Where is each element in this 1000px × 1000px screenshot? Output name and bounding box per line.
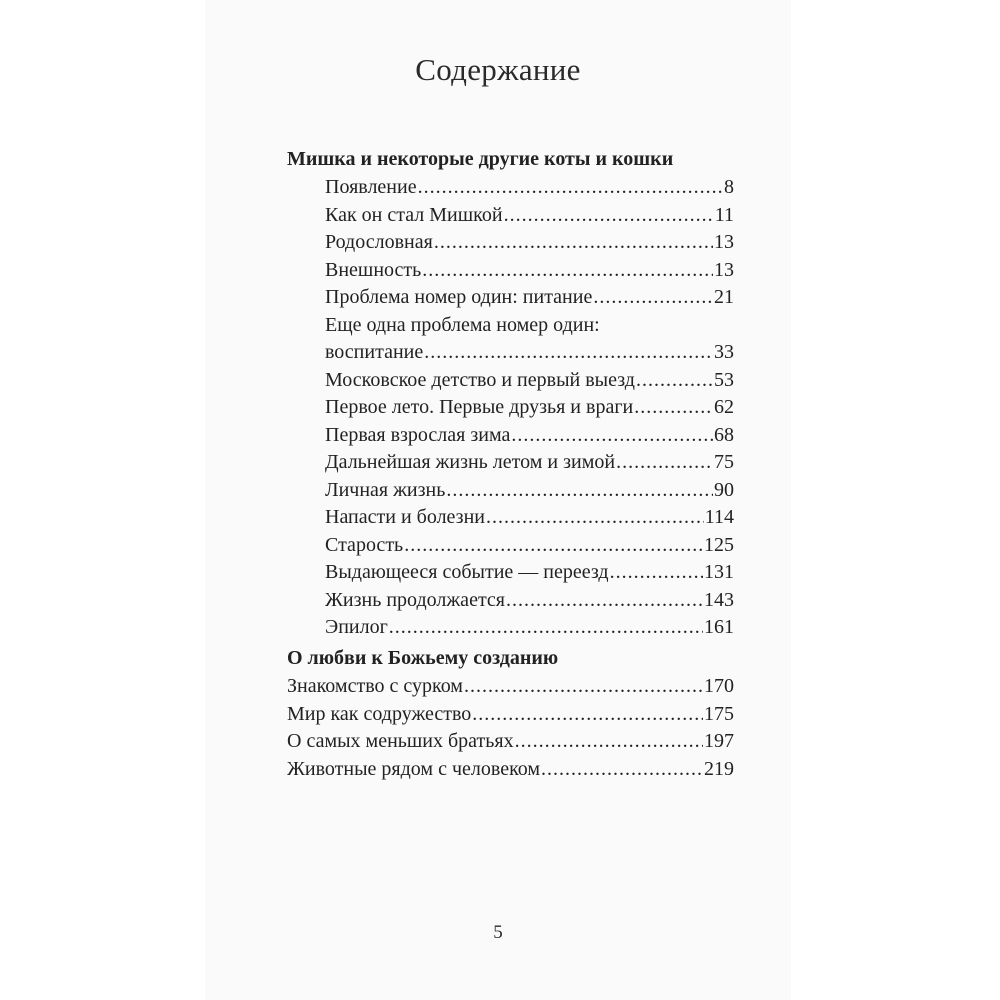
toc-entry-label: Выдающееся событие — переезд <box>325 561 609 583</box>
toc-entry-label: Родословная <box>325 231 433 253</box>
toc-entry <box>287 367 734 395</box>
toc-entries <box>287 174 734 642</box>
dot-leader <box>446 477 713 505</box>
toc-entry <box>287 257 734 285</box>
toc-entry <box>287 587 734 615</box>
toc-entry-page: 114 <box>704 506 734 528</box>
toc-entry-page: 143 <box>704 588 734 611</box>
toc-entry-page: 131 <box>704 561 734 583</box>
toc-entry <box>287 477 734 505</box>
toc-entry-label: Внешность <box>325 258 422 281</box>
toc-entry-page: 197 <box>704 730 734 752</box>
toc-entry-page: 161 <box>704 616 734 638</box>
toc-entry-multiline <box>287 312 734 367</box>
toc-entry-label: Личная жизнь <box>325 478 446 501</box>
toc-entry-label: Как он стал Мишкой <box>325 203 503 226</box>
toc-entry-label: Старость <box>325 533 404 556</box>
dot-leader <box>486 504 704 532</box>
dot-leader <box>616 449 713 477</box>
toc-entry-page: 62 <box>714 396 734 418</box>
dot-leader <box>422 257 713 285</box>
toc-entry-label: Первая взрослая зима <box>325 423 511 446</box>
toc-entry-label: воспитание <box>325 341 424 363</box>
toc-entry-page: 170 <box>704 675 734 697</box>
toc-entry-page: 13 <box>714 231 734 253</box>
toc-entry-page: 219 <box>704 757 734 780</box>
toc-entry <box>287 701 734 729</box>
toc-entry-label: Появление <box>325 176 417 198</box>
dot-leader <box>610 559 703 587</box>
toc-entry-page: 75 <box>714 451 734 473</box>
toc-entry-label: Мир как содружество <box>287 702 472 725</box>
toc-entry <box>287 394 734 422</box>
dot-leader <box>506 587 703 615</box>
section-heading: О любви к Божьему созданию <box>287 647 559 669</box>
toc-entry <box>287 559 734 587</box>
toc-entry-label: Первое лето. Первые друзья и враги <box>325 396 634 418</box>
dot-leader <box>634 394 713 422</box>
toc-section-2 <box>287 644 734 783</box>
toc-entry <box>287 284 734 312</box>
toc-entry-page: 90 <box>714 478 734 501</box>
toc-entry-page: 33 <box>714 341 734 363</box>
toc-entry <box>287 422 734 450</box>
dot-leader <box>424 339 713 367</box>
toc-entry-page: 53 <box>714 368 734 391</box>
dot-leader <box>593 284 713 312</box>
toc-entry-label: Дальнейшая жизнь летом и зимой <box>325 451 616 473</box>
dot-leader <box>636 367 713 395</box>
toc-entry-page: 21 <box>714 286 734 308</box>
toc-entry <box>287 673 734 701</box>
toc-section-1 <box>287 145 734 642</box>
dot-leader <box>434 229 713 257</box>
page-number: 5 <box>493 922 503 943</box>
toc-entry-label: Московское детство и первый выезд <box>325 368 635 391</box>
toc-entry <box>287 202 734 230</box>
toc-entry <box>287 504 734 532</box>
toc-entry-page: 13 <box>714 258 734 281</box>
toc-entries <box>287 673 734 783</box>
toc-entry <box>287 614 734 642</box>
toc-entry-label: Напасти и болезни <box>325 506 485 528</box>
dot-leader <box>504 202 714 230</box>
toc-entry <box>287 756 734 784</box>
toc-entry <box>287 728 734 756</box>
dot-leader <box>404 532 703 560</box>
toc-entry-label-line1: Еще одна проблема номер один: <box>325 313 600 336</box>
toc-entry-page: 175 <box>704 702 734 725</box>
dot-leader <box>464 673 703 701</box>
dot-leader <box>389 614 703 642</box>
page-title: Содержание <box>415 52 581 87</box>
dot-leader <box>515 728 703 756</box>
book-page <box>205 0 791 1000</box>
toc-entry <box>287 449 734 477</box>
dot-leader <box>418 174 723 202</box>
toc-entry-label: Проблема номер один: питание <box>325 286 593 308</box>
dot-leader <box>541 756 703 784</box>
dot-leader <box>511 422 713 450</box>
toc-entry-page: 8 <box>724 176 734 198</box>
section-heading: Мишка и некоторые другие коты и кошки <box>287 148 674 170</box>
toc-entry <box>287 339 734 367</box>
toc-entry <box>287 229 734 257</box>
dot-leader <box>472 701 703 729</box>
toc-entry-page: 68 <box>714 423 734 446</box>
toc-entry-label: Знакомство с сурком <box>287 675 463 697</box>
toc-entry-page: 125 <box>704 533 734 556</box>
toc-entry-label: О самых меньших братьях <box>287 730 514 752</box>
toc-entry-label: Жизнь продолжается <box>325 588 505 611</box>
toc-entry-label: Эпилог <box>325 616 388 638</box>
toc-entry-page: 11 <box>714 203 734 226</box>
toc-entry <box>287 174 734 202</box>
toc-entry <box>287 532 734 560</box>
toc-entry-label: Животные рядом с человеком <box>287 757 541 780</box>
